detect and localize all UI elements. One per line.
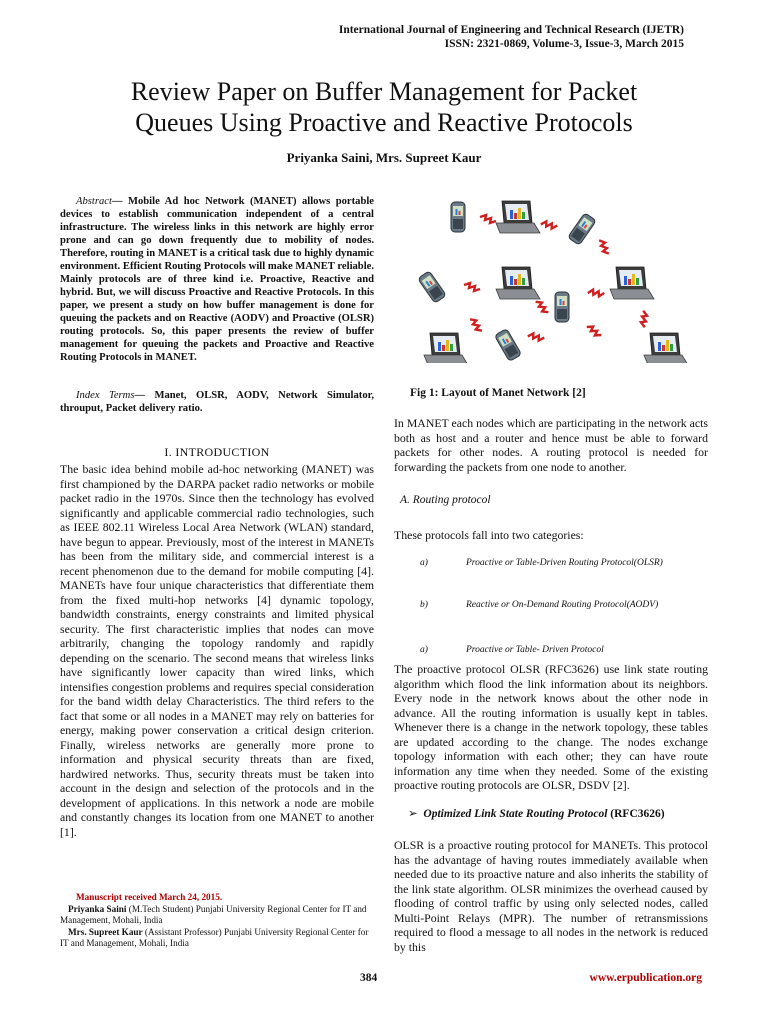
list-item [394,557,708,569]
wireless-link-icon [595,239,612,255]
manet-paragraph: In MANET each nodes which are participating in the network acts both as host and a router and hence must be able to forward packets for other nodes. A routing protocol is needed for forwarding the packets from one node to another. [394,416,708,474]
phone-icon [494,329,521,362]
laptop-icon [644,333,688,363]
wireless-link-icon [467,318,485,333]
olsr-heading-title: Optimized Link State Routing Protocol [423,808,608,820]
footnote-author-1-name: Priyanka Saini [68,903,127,914]
wireless-link-icon [464,283,480,291]
page-number: 384 [360,972,378,984]
index-terms [60,389,374,415]
phone-icon [418,271,447,304]
introduction-text: The basic idea behind mobile ad-hoc networking (MANET) was first championed by the DARPA packet radio networks or mobile packet radio in the 1970s. Since then the technology has evolved significantly and applicable commercial radio technologies, such as IEEE 802.11 Wireless Local Area Network (WLAN) standard, have begun to appear. Previously, most of the interest in MANETs has been from the military side, and commercial interest is a recent phenomenon due to the demand for mobile computing [4]. MANETs have four unique characteristics that differentiate them from the fixed multi-hop networks [4] dynamic topology, bandwidth constraints, energy constraints and limited physical security. The first characteristic implies that nodes can move arbitrarily, changing the topology randomly and rapidly depending on the scenario. The second means that wireless links have significantly lower capacity than wired links, which intensifies congestion problems and requires special consideration for the band width delay Characteristics. The third refers to the fact that some or all nodes in a MANET may rely on batteries for energy, making power conservation a critical design criterion. Finally, wireless networks are generally more prone to information and physical security threats than are fixed, hardwired networks. Thus, security threats must be taken into account in the design and selection of the protocols and in the development of applications. In this network a node are mobile and constantly changes its location from one MANET to another [1]. [60,462,374,839]
footnote-author-2-name: Mrs. Supreet Kaur [68,926,143,937]
index-terms-label: Index Terms [76,390,135,401]
phone-icon [451,202,465,232]
list-item-label: a) [420,558,428,568]
figure-caption: Fig 1: Layout of Manet Network [2] [410,387,586,399]
wireless-link-icon [585,325,603,337]
phone-icon [555,292,569,322]
wireless-link-icon [527,332,544,343]
manuscript-received: Manuscript received March 24, 2015. [76,892,223,902]
arrow-bullet-icon: ➢ [408,808,418,820]
footnote-author-2-affiliation: (Assistant Professor) Punjabi University Regional Center for IT and Management, Mohali, India [60,926,369,948]
journal-header: International Journal of Engineering and Technical Research (IJETR) [338,24,684,36]
olsr-paragraph: OLSR is a proactive routing protocol for MANETs. This protocol has the advantage of having routes immediately available when needed due to its proactive nature and also inherits the stability of the link state algorithm. OLSR minimizes the overhead caused by flooding of control traffic by using only selected nodes, called Multi-Point Relays (MPR). The number of retransmissions required to flood a message to all nodes in the network is reduced by this [394,838,708,954]
olsr-heading-rfc: (RFC3626) [607,808,665,820]
footnote [60,892,374,950]
proactive-paragraph: The proactive protocol OLSR (RFC3626) use link state routing algorithm which flood the link information about its neighbors. Every node in the network knows about the other node in advance. All the routing information is usually kept in tables. Whenever there is a change in the network topology, these tables are updated according to the change. The nodes exchange topology information with each other; they can have route information any time when they needed. Some of the existing proactive routing protocols are OLSR, DSDV [2]. [394,662,708,792]
manet-network-figure [404,195,704,363]
list-item [394,644,708,656]
website-link[interactable]: www.erpublication.org [589,972,702,984]
wireless-link-icon [587,287,605,299]
abstract-text: — Mobile Ad hoc Network (MANET) allows portable devices to establish communication independent of a central infrastructure. The wireless links in this network are highly error prone and can go down frequently due to mobility of nodes. Therefore, routing in MANET is a critical task due to highly dynamic environment. Efficient Routing Protocols will make MANET reliable. Mainly protocols are of three kind i.e. Proactive, Reactive and hybrid. But, we will discuss Proactive and Reactive Protocols. In this paper, we present a study on how buffer management is done for queuing the packets and on Reactive (AODV) and Proactive (OLSR) routing protocols. So, this paper presents the review of buffer management for queuing the packets and Proactive and Reactive Routing Protocols in MANET. [60,196,374,363]
laptop-icon [496,201,540,233]
abstract-label: Abstract [76,196,112,207]
section-heading-introduction: I. INTRODUCTION [164,445,270,459]
olsr-heading [394,806,722,820]
list-item-text: Proactive or Table- Driven Protocol [466,645,604,655]
footnote-author-1 [60,904,374,927]
list-item-label: b) [420,600,428,610]
paper-title [60,76,708,138]
wireless-link-icon [638,310,651,328]
list-item [394,599,708,611]
categories-paragraph: These protocols fall into two categories: [394,528,584,542]
index-terms-text: — Manet, OLSR, AODV, Network Simulator, throuput, Packet delivery ratio. [60,390,374,414]
title-line-1: Review Paper on Buffer Management for Packet [130,77,638,106]
footnote-author-2 [60,927,374,950]
authors: Priyanka Saini, Mrs. Supreet Kaur [286,150,482,165]
wireless-link-icon [540,220,557,231]
list-item-text: Proactive or Table-Driven Routing Protocol(OLSR) [466,558,663,568]
list-item-text: Reactive or On-Demand Routing Protocol(AODV) [466,600,659,610]
title-line-2: Queues Using Proactive and Reactive Protocols [135,108,633,137]
subsection-heading-routing-protocol: A. Routing protocol [400,494,491,506]
laptop-icon [496,267,540,299]
wireless-link-icon [533,300,551,314]
wireless-link-icon [480,215,496,223]
list-item-label: a) [420,645,428,655]
footnote-author-1-affiliation: (M.Tech Student) Punjabi University Regional Center for IT and Management, Mohali, India [60,903,367,925]
phone-icon [568,213,597,246]
abstract [60,195,374,364]
issn-header: ISSN: 2321-0869, Volume-3, Issue-3, March 2015 [444,38,684,50]
laptop-icon [610,267,654,299]
laptop-icon [424,333,468,363]
